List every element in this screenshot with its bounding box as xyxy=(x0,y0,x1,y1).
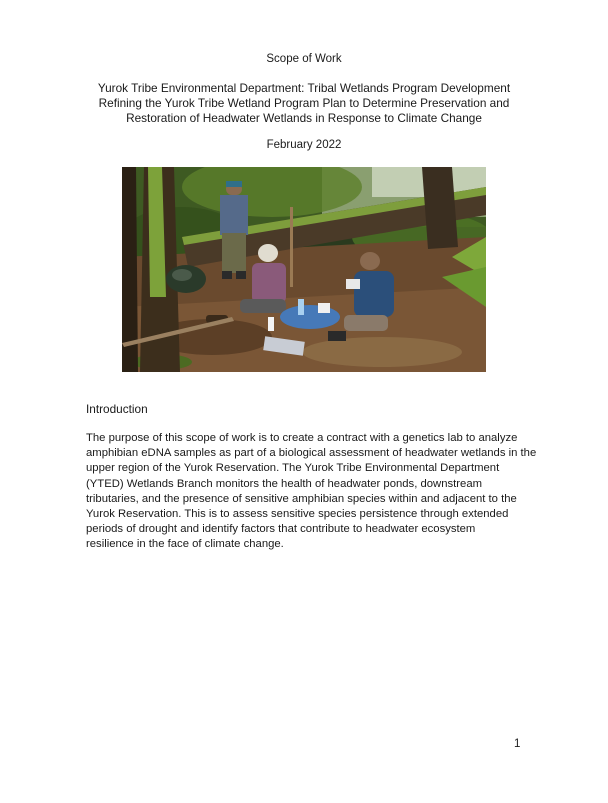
paragraph-line: The purpose of this scope of work is to create a contract with a genetics lab to analyze xyxy=(86,432,518,444)
paragraph-line: Yurok Reservation. This is to assess sensitive species persistence through extended xyxy=(86,508,509,521)
section-heading-introduction: Introduction xyxy=(86,402,148,416)
paragraph-line: resilience in the face of climate change. xyxy=(86,538,284,551)
forest-field-photo-icon xyxy=(122,167,486,372)
introduction-paragraph xyxy=(86,431,536,553)
paragraph-line: periods of drought and identify factors that contribute to headwater ecosystem xyxy=(86,523,476,536)
page-number: 1 xyxy=(514,738,521,750)
heading-line: Restoration of Headwater Wetlands in Response to Climate Change xyxy=(126,111,482,125)
paragraph-line: upper region of the Yurok Reservation. The Yurok Tribe Environmental Department xyxy=(86,462,500,475)
field-photo xyxy=(122,167,486,372)
paragraph-line: (YTED) Wetlands Branch monitors the health of headwater ponds, downstream xyxy=(86,477,483,490)
document-title: Scope of Work xyxy=(266,53,342,65)
paragraph-line: tributaries, and the presence of sensitive amphibian species within and adjacent to the xyxy=(86,492,517,505)
heading-line: Yurok Tribe Environmental Department: Tribal Wetlands Program Development xyxy=(97,81,511,95)
document-date: February 2022 xyxy=(266,139,342,151)
heading-line: Refining the Yurok Tribe Wetland Program Plan to Determine Preservation and xyxy=(98,96,510,110)
paragraph-line: amphibian eDNA samples as part of a biological assessment of headwater wetlands in the xyxy=(86,447,537,460)
